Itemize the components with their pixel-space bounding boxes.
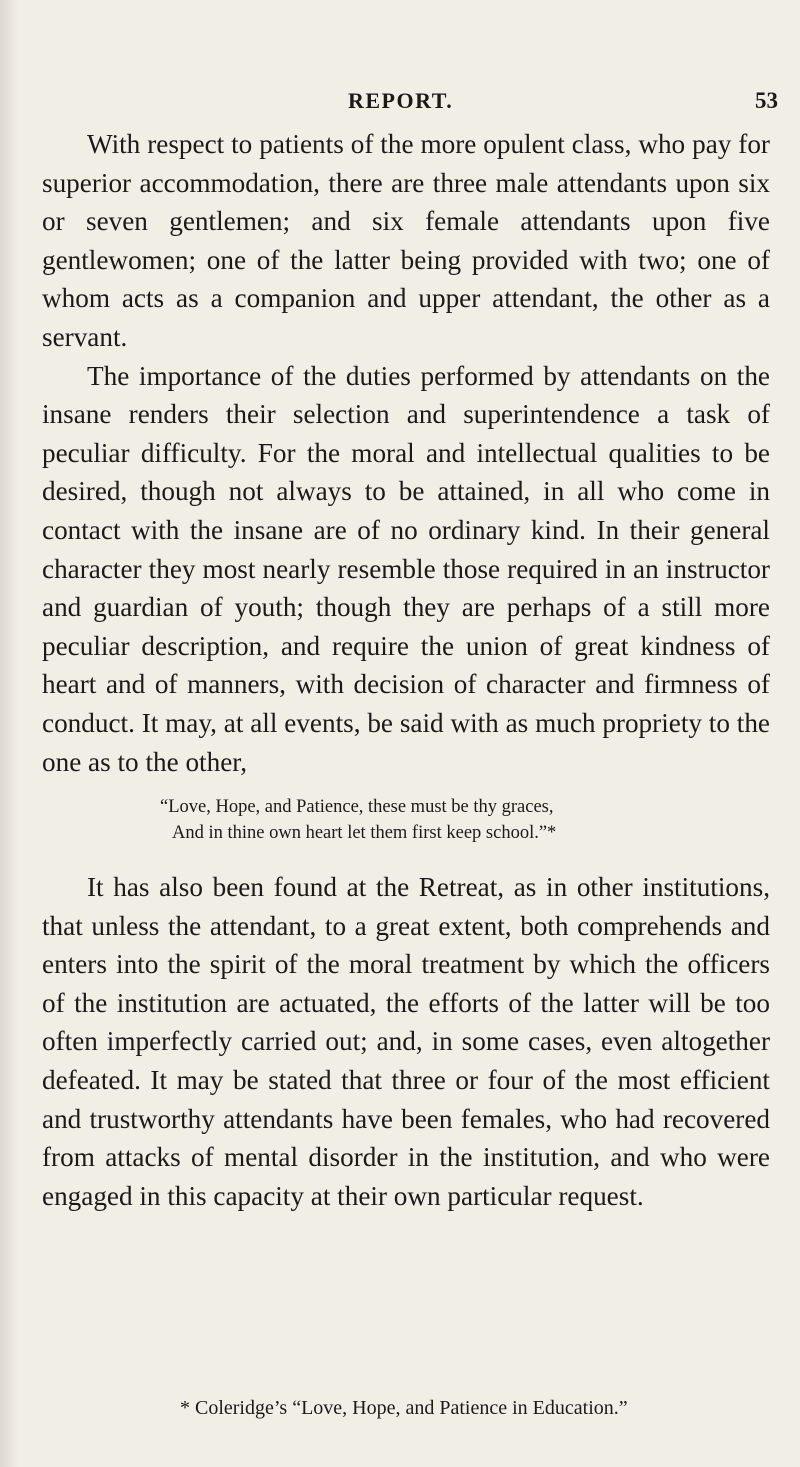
quote-line-2: And in thine own heart let them first keep school.”* <box>172 823 557 844</box>
paragraph-1: With respect to patients of the more opulent class, who pay for superior accommodation, there are three male attendants upon six or seven gentlemen; and six female attendants upon five gentlewomen; one of the latter being provided with two; one of whom acts as a companion and upper attendant, the other as a servant. <box>42 129 770 352</box>
quote-line-1: “Love, Hope, and Patience, these must be thy graces, <box>160 797 554 818</box>
body-text <box>42 125 770 1215</box>
paragraph-2: The importance of the duties performed by attendants on the insane renders their selection and superintendence a task of peculiar difficulty. For the moral and intellectual qualities to be desired, though not always to be attained, in all who come in contact with the insane are of no ordinary kind. In their general character they most nearly resemble those required in an instructor and guardian of youth; though they are perhaps of a still more peculiar description, and require the union of great kindness of heart and of manners, with decision of character and firmness of conduct. It may, at all events, be said with as much propriety to the one as to the other, <box>42 360 770 777</box>
running-head-title: REPORT. <box>348 88 454 113</box>
footnote: * Coleridge’s “Love, Hope, and Patience in Education.” <box>180 1397 628 1419</box>
page-number: 53 <box>755 88 778 113</box>
running-head <box>40 86 778 116</box>
paragraph-3: It has also been found at the Retreat, as in other institutions, that unless the attendant, to a great extent, both comprehends and enters into the spirit of the moral treatment by which the officers of the institution are actuated, the efforts of the latter will be too often imperfectly carried out; and, in some cases, even altogether defeated. It may be stated that three or four of the most efficient and trustworthy attendants have been females, who had recovered from attacks of mental disorder in the institution, and who were engaged in this capacity at their own particular request. <box>42 872 770 1211</box>
verse-quotation <box>42 794 770 846</box>
